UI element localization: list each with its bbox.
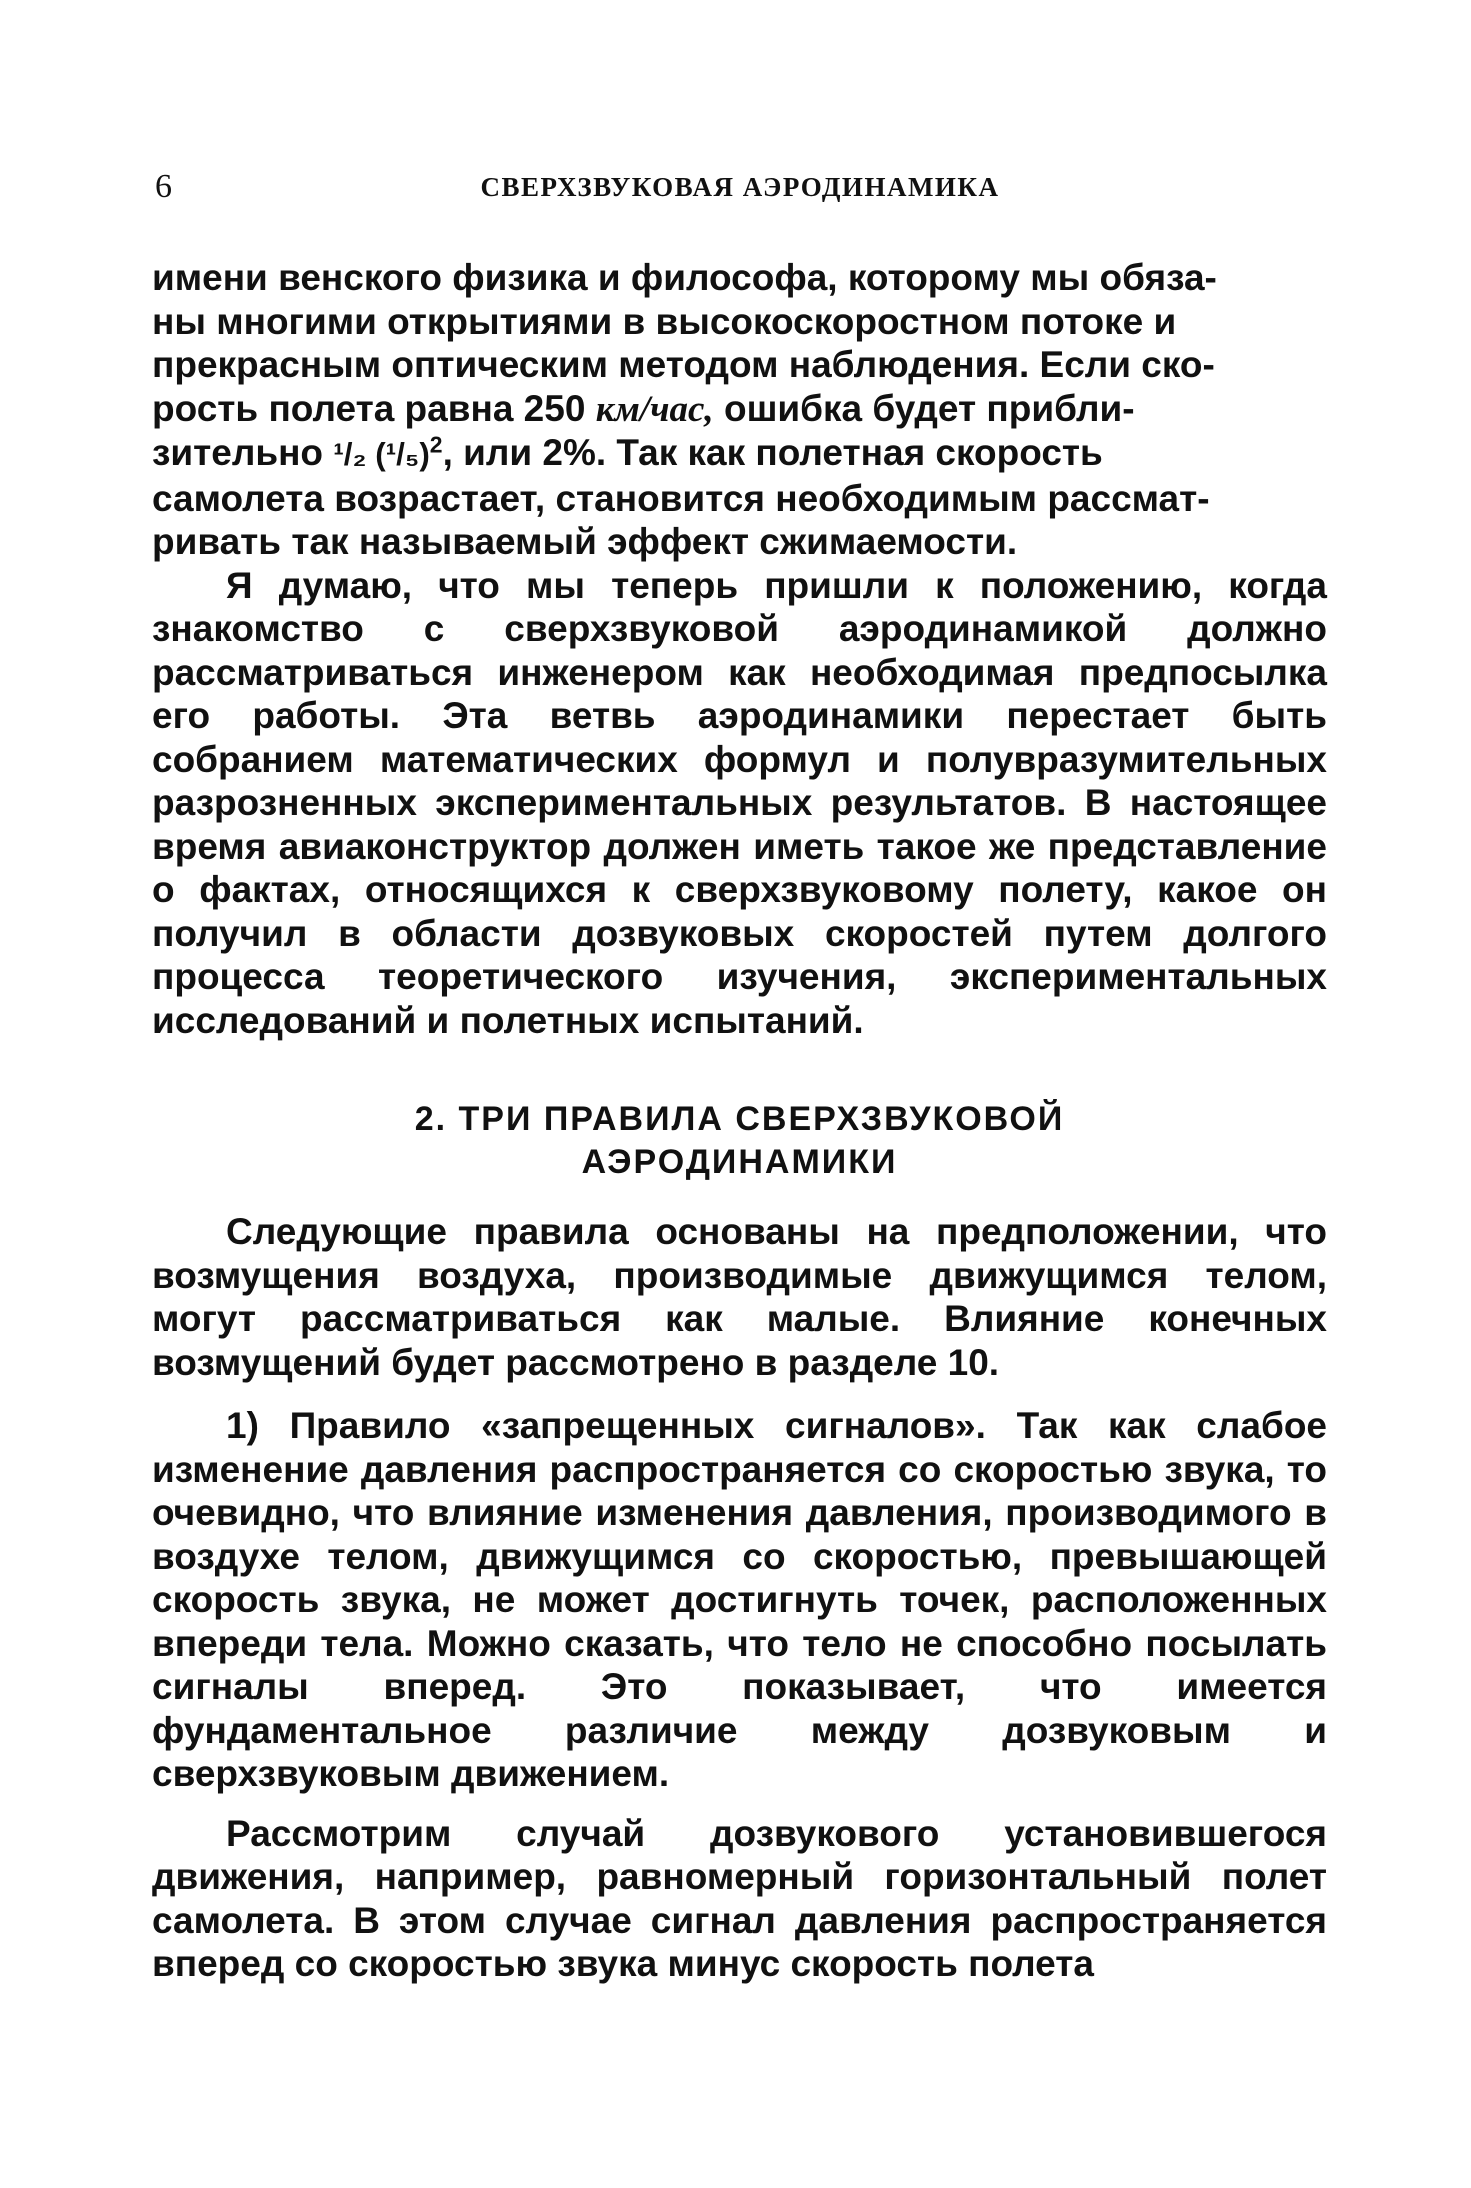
text-line: ны многими открытиями в высокоскоростном потоке и: [152, 300, 1177, 342]
page-number: 6: [155, 168, 172, 205]
text-line: ошибка будет прибли-: [713, 387, 1135, 429]
intro-paragraph-2: Я думаю, что мы теперь пришли к положению, когда знакомство с сверхзвуковой аэродинамикой должно рассматриваться инженером как необходимая предпосылка его работы. Эта ветвь аэродинамики перестает быть собранием математических формул и полувразумительных разрозненных экспериментальных результатов. В настоящее время авиаконструктор должен иметь такое же представление о фактах, относящихся к сверхзвуковому полету, какое он получил в области дозвуковых скоростей путем долгого процесса теоретического изучения, экспериментальных исследований и полетных испытаний.: [152, 564, 1327, 1041]
section-heading-line-1: 2. ТРИ ПРАВИЛА СВЕРХЗВУКОВОЙ: [414, 1100, 1065, 1138]
section-paragraph-3: Рассмотрим случай дозвукового установившегося движения, например, равномерный горизонтальный полет самолета. В этом случае сигнал давления распространяется вперед со скоростью звука минус скорость полета: [152, 1812, 1327, 1984]
fraction-expression: ¹/₂ (¹/₅): [333, 437, 430, 472]
running-header: [155, 168, 1325, 208]
text-line: рость полета равна 250: [152, 387, 596, 429]
rule-1-term: 1) Правило «запрещенных сигналов».: [226, 1405, 986, 1446]
rule-1-paragraph: [152, 1404, 1327, 1796]
text-line: прекрасным оптическим методом наблюдения. Если ско-: [152, 344, 1215, 385]
text-line: , или 2%. Так как полетная скорость: [442, 432, 1103, 473]
text-line: ривать так называемый эффект сжимаемости.: [152, 521, 1018, 562]
running-title: СВЕРХЗВУКОВАЯ АЭРОДИНАМИКА: [480, 172, 1000, 202]
intro-text: [152, 256, 1327, 1042]
text-line: самолета возрастает, становится необходимым рассмат-: [152, 477, 1210, 519]
text-line: имени венского физика и философа, которому мы обяза-: [152, 257, 1217, 298]
rule-1-text: Так как слабое изменение давления распространяется со скоростью звука, то очевидно, что влияние изменения давления, производимого в воздухе телом, движущимся со скоростью, превышающей скорость звука, не может достигнуть точек, расположенных впереди тела. Можно сказать, что тело не способно посылать сигналы вперед. Это показывает, что имеется фундаментальное различие между дозвуковым и сверхзвуковым движением.: [152, 1405, 1327, 1794]
intro-paragraph-1: [152, 256, 1327, 564]
section-paragraph-1: Следующие правила основаны на предположении, что возмущения воздуха, производимые движущимся телом, могут рассматриваться как малые. Влияние конечных возмущений будет рассмотрено в разделе 10.: [152, 1211, 1327, 1383]
section-body: [152, 1210, 1327, 1986]
exponent: 2: [429, 431, 443, 458]
speed-unit: км/час,: [595, 388, 714, 430]
section-heading: [152, 1098, 1327, 1184]
text-line: зительно: [152, 432, 334, 473]
section-heading-line-2: АЭРОДИНАМИКИ: [581, 1143, 898, 1181]
